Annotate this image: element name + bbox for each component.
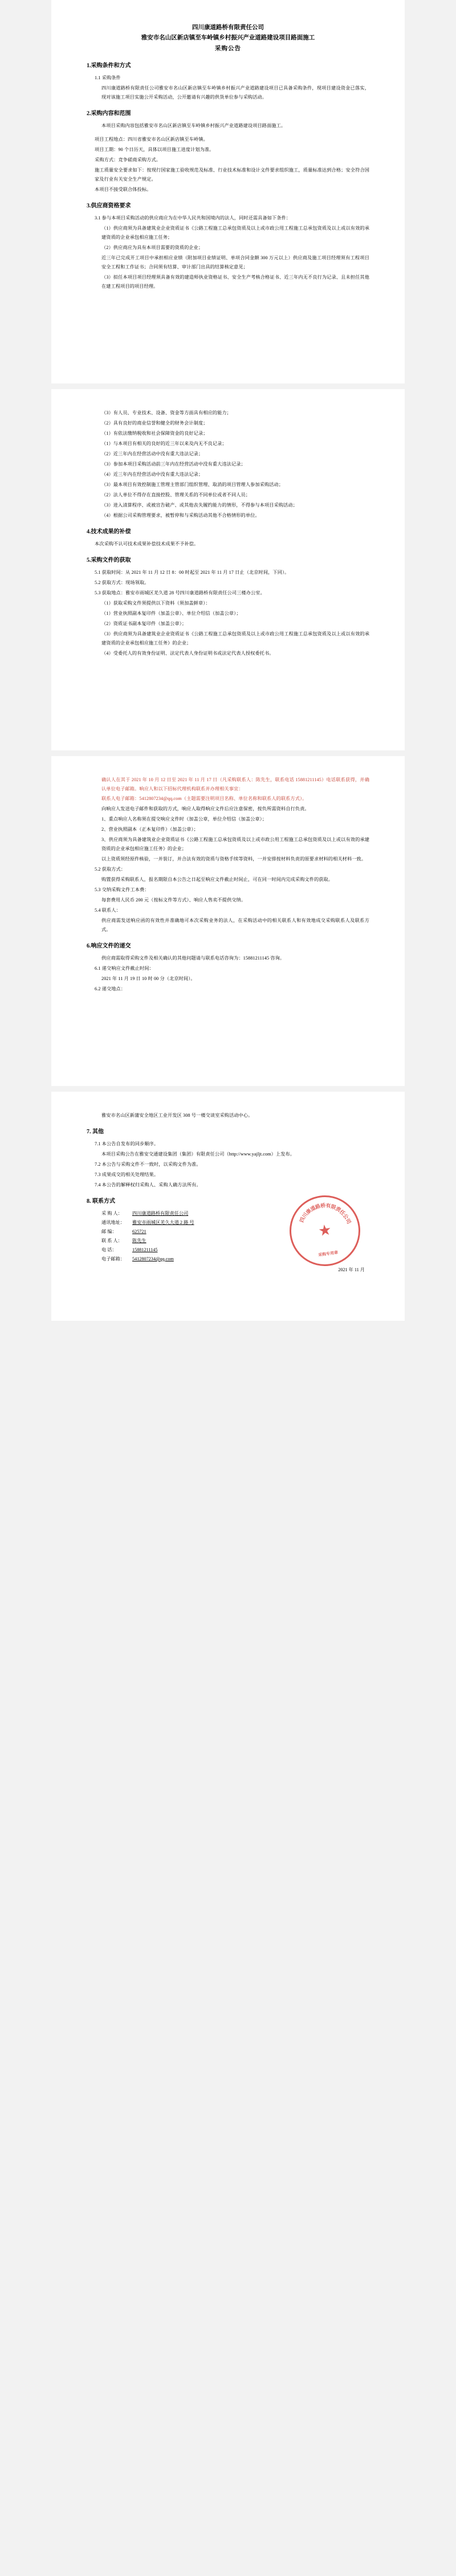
header-line-1: 四川康道路桥有限责任公司 [192, 25, 264, 31]
section-6-item-1: 6.1 递交响应文件截止时间： [95, 966, 154, 971]
seal-bottom-text: 采购专用章 [317, 1250, 339, 1258]
section-5b-item-9: 5.3 交纳采购文件工本费： [95, 887, 149, 893]
section-3-item-2: （2）供应商应为具有本项目需要的资质的企业； [101, 244, 203, 250]
header-line-2: 雅安市名山区新店镇至车岭镇乡村振兴产业道路建设项目路面施工 [141, 35, 315, 42]
section-3-item-4: （3）拟任本项目项目经理须具备有效的建造师执业资格证书、安全生产考核合格证书、近三年内无不良行为记录、且未担任其他在建工程项目的项目经理。 [101, 274, 369, 289]
section-7-item-0: 7.1 本公告自发布的同步顺序。 [95, 1141, 159, 1147]
section-3-extra-6: （4）近三年内在经营活动中没有重大违法记录； [101, 471, 203, 477]
contact-value-purchaser: 四川康道路桥有限责任公司 [132, 1211, 189, 1216]
section-3-extra-0: （3）有人员、专业技术、设备、资金等方面具有相应的能力； [101, 410, 231, 415]
section-5b-item-12: 供应商需发送响应函的有效性并准确地可本次采购业务的法人，在采购活动中的相关联系人和有效地成交采购联系人及联系方式。 [101, 918, 369, 933]
section-7-item-3: 7.3 成果成交的相关处理结果。 [95, 1172, 159, 1178]
section-5-item-1: 5.2 获取方式：现场领取。 [95, 579, 149, 585]
section-3-extra-4: （2）近三年内在经营活动中没有重大违法记录； [101, 451, 203, 456]
section-5-item-4: （1）营业执照副本复印件（加盖公章）、单位介绍信（加盖公章）； [101, 610, 241, 616]
section-5-item-7: （4）受委托人的有效身份证明、法定代表人身份证明书或法定代表人授权委托书。 [101, 650, 274, 656]
section-2-item-5: 本项目不接受联合体投标。 [95, 186, 152, 192]
section-5b-item-7: 5.2 获取方式： [95, 867, 126, 872]
section-1-item-0: 1.1 采购条件 [95, 75, 121, 81]
contact-value-postcode: 625721 [132, 1229, 146, 1235]
section-6-title: 6.响应文件的递交 [87, 943, 131, 950]
header-line-3: 采购公告 [215, 45, 241, 52]
section-5-item-6: （3）供应商须为具备建筑业企业资质证书《公路工程施工总承包资质及以上或市政公用工程施工总承包资质及以上或以有效的承建资质的企业承包相应施工任务》的企业； [101, 631, 369, 646]
contact-value-person: 陈先生 [132, 1238, 146, 1244]
company-seal-stamp [285, 1191, 365, 1271]
section-3-extra-3: （1）与本项目有相关的良好的近三年以来及内无不良记录； [101, 440, 227, 446]
section-5b-item-2: 向响应人发送电子邮件和获取的方式，响应人取得响应文件后应注意保密，按负所需资料自行负责。 [101, 806, 310, 812]
section-5b-item-6: 以上资质须经原件核验，一并装订，并合法有效的资质与资格手续等资料，一并安排按材料负责的原要求材料的相关材料一致。 [101, 856, 367, 862]
section-7-item-1: 本项目采购公告在雅安交通建设集团（集团）有限责任公司（http://www.yajljt.com）上发布。 [101, 1152, 295, 1157]
contact-label-person: 联 系 人： [101, 1238, 123, 1244]
document-sheet-2 [51, 389, 405, 750]
section-7-item-2: 7.2 本公告与采购文件不一致时，以采购文件为准。 [95, 1162, 201, 1167]
section-5b-item-10: 每套费用人民币 200 元（按标文件等方式）、响应人售卖不提供交纳。 [101, 897, 246, 903]
seal-star-icon: ★ [317, 1221, 333, 1240]
contact-value-address: 雅安市雨城区羌久大道 2 路 号 [132, 1220, 194, 1226]
section-5-title: 5.采购文件的获取 [87, 557, 131, 564]
section-5-item-2: 5.3 获取地点：雅安市雨城区羌久道 28 号四川康道路桥有限责任公司三楼办公室。 [95, 590, 265, 595]
contact-value-email: 5412807234@qq.com [132, 1256, 174, 1262]
contact-label-email: 电子邮箱： [101, 1256, 125, 1262]
section-3-item-3: 近三年已完成开工项目中承担相应业绩（附加项目业绩证明、单项合同金额 300 万元以上）供应商及施工项目经理须有工程项目安全工程和工作证书；合同须有结算、审计部门出具的结算核定意见； [101, 255, 369, 270]
section-2-item-3: 采购方式：竞争磋商采购方式。 [95, 157, 161, 163]
section-2-item-2: 项目工期：90 个日历天，具体以项目施工进度计划为准。 [95, 147, 214, 153]
contact-label-postcode: 邮 编： [101, 1229, 117, 1235]
seal-arc-text: 四 川 康 道 路 桥 有 限 责 任 公 司 [298, 1202, 352, 1225]
section-3-extra-10: （4）根据公司采购管理要求，被暂停和与采购活动其他不合格情形的单位。 [101, 512, 260, 518]
section-6-item-3: 6.2 递交地点： [95, 986, 126, 992]
section-6-item-2: 2021 年 11 月 19 日 10 时 00 分（北京时间）。 [101, 976, 196, 982]
section-3-item-0: 3.1 参与本项目采购活动的供应商应为在中华人民共和国境内的法人，同时还需具备如下条件： [95, 215, 291, 221]
section-1-item-1: 四川康道路桥有限责任公司雅安市名山区新店镇至车岭镇乡村振兴产业道路建设项目已具备采购条件，现项目建设资金已落实，现对该施工项目实施公开采购活动，公开邀请有兴趣的供货单位参与采购活动。 [101, 85, 369, 100]
document-sheet-3 [51, 756, 405, 1087]
section-3-extra-1: （2）具有良好的商业信誉和健全的财务会计制度； [101, 420, 208, 426]
section-3-title: 3.供应商资格要求 [87, 202, 131, 209]
section-5b-item-0: 确认人在其于 2021 年 10 月 12 日至 2021 年 11 月 17 日（凡采购联系人：陈先生，联系电话 15881211145）电话联系获得，并确认单位电子邮箱。响应人和以下招标代理机构联系并办理相关事宜： [101, 777, 369, 791]
section-2-title: 2.采购内容和范围 [87, 111, 131, 117]
section-5-item-5: （2）资质证书副本复印件（加盖公章）； [101, 620, 187, 626]
section-7-item-4: 7.4 本公告的解释权归采购人、采购人确方法所有。 [95, 1182, 201, 1188]
section-5b-item-5: 3、供应商须为具备建筑业企业资质证书《公路工程施工总承包资质及以上或市政公用工程施工总承包资质及以上或以有效的承建资质的企业承包相应施工任务》的企业； [101, 837, 369, 852]
section-3-extra-2: （1）有依法缴纳税收和社会保障资金的良好记录； [101, 430, 208, 436]
section-5b-item-3: 1、重点响应人名称须在提交响应文件时（加盖公章，单位介绍信（加盖公章）； [101, 817, 267, 822]
section-3-extra-9: （3）进入清算程序、或被宣告破产、或其他丧失履约能力的情形，不得参与本项目采购活动； [101, 502, 298, 508]
contact-label-phone: 电 话： [101, 1247, 117, 1253]
contact-label-purchaser: 采 购 人： [101, 1211, 123, 1216]
stamp-date: 2021 年 11 月 [338, 1267, 365, 1273]
section-5b-item-11: 5.4 联系人： [95, 908, 121, 913]
document-sheet-4 [51, 1092, 405, 1321]
section-6-item-0: 供应商需取得采购文件及相关确认的其他问题请与联系电话咨询为：15881211145 咨询。 [101, 956, 285, 961]
section-2-item-1: 项目工程地点：四川省雅安市名山区新店镇至车岭镇。 [95, 137, 208, 142]
document-sheet-1 [51, 0, 405, 383]
section-4-item-0: 本次采购不认可技术成果补偿技术成果不予补偿。 [95, 541, 199, 546]
section-5-item-3: （1）获取采购文件须提供以下资料（须加盖鲜章）： [101, 600, 210, 606]
section-3-extra-5: （3）参加本项目采购活动前三年内在经营活动中没有重大违法记录； [101, 461, 246, 467]
section-6-item-4: 雅安市名山区新蒲安全地区工业开发区 308 号一楼交谈室采购活动中心。 [101, 1113, 253, 1118]
section-5b-item-4: 2、营业执照副本（正本复印件）（加盖公章）； [101, 827, 199, 832]
section-3-extra-8: （2）法人单位不得存在直接控股、管理关系的不同单位或者不同人员； [101, 492, 251, 497]
section-4-title: 4.技术成果的补偿 [87, 528, 131, 535]
section-7-title: 7. 其他 [87, 1129, 104, 1136]
section-3-extra-7: （3）最本项目有效控制施工管理主管部门组织管理、取消的项目管理人参加采购活动； [101, 481, 284, 487]
section-8-title: 8. 联系方式 [87, 1198, 115, 1205]
section-2-item-0: 本项目采购内容包括雅安市名山区新店镇至车岭镇乡村振兴产业道路建设项目路面施工。 [101, 123, 286, 129]
contact-value-phone: 15881211145 [132, 1247, 158, 1253]
section-5b-item-1: 联系人电子邮箱：5412807234@qq.com（主题需要注明项目名称、单位名称和联系人的联系方式）。 [101, 796, 307, 802]
section-2-item-4: 施工质量安全要求如下：按现行国家施工验收规范及标准、行业技术标准和设计文件要求组织施工，质量标准达到合格；安全符合国家及行业有关安全生产规定。 [95, 168, 369, 182]
section-5b-item-8: 购置获得采购联系人，报名期限自本公告之日起至响应文件截止时间止，可在同一时间内完成采购文件的获取。 [101, 877, 333, 883]
document-header [87, 23, 369, 54]
contact-label-address: 通讯地址： [101, 1220, 125, 1226]
section-5-item-0: 5.1 获取时间：从 2021 年 11 月 12 日 8：00 时起至 2021 年 11 月 17 日止（北京时间，下同）。 [95, 569, 290, 575]
section-3-item-1: （1）供应商须为具备建筑业企业资质证书《公路工程施工总承包资质及以上或市政公用工程施工总承包资质及以上或以有效的承建资质的企业承包相应施工任务； [101, 225, 369, 240]
section-1-title: 1.采购条件和方式 [87, 63, 131, 70]
